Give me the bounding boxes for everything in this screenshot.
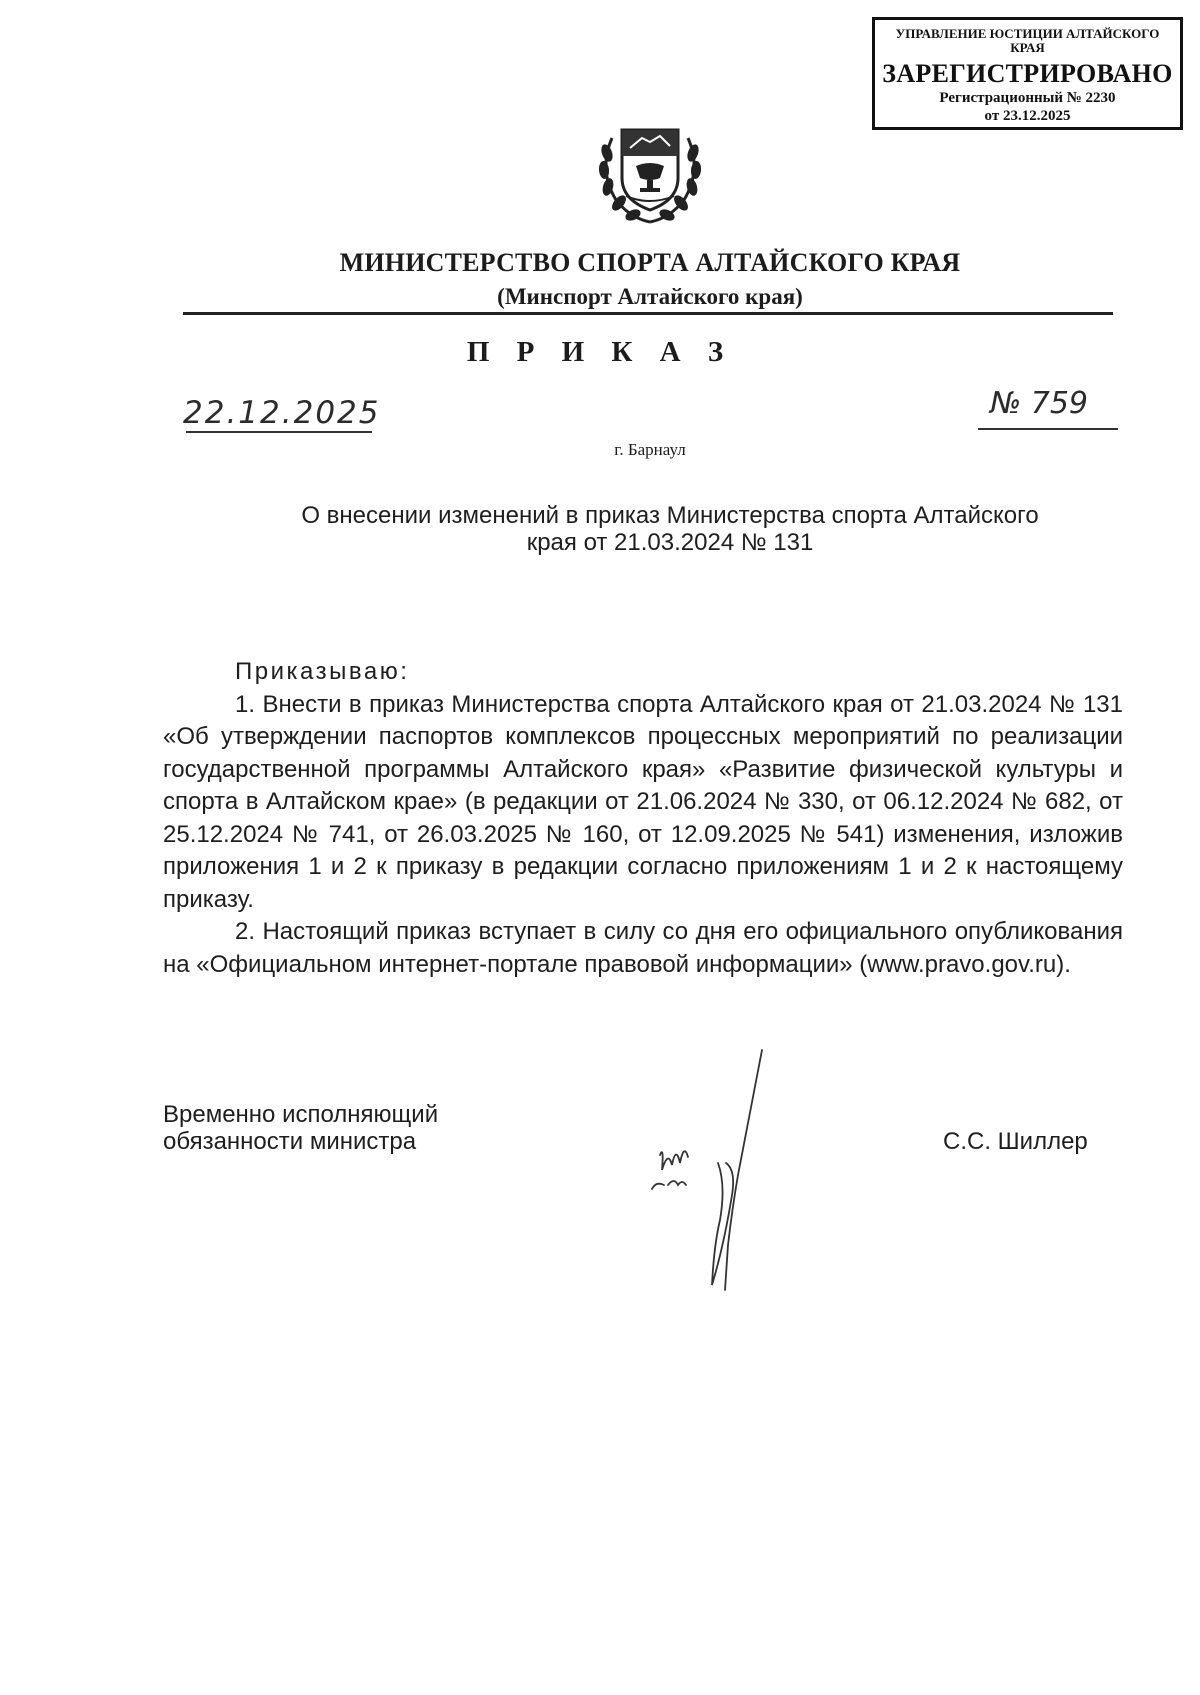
stamp-reg-number: Регистрационный № 2230 [939,90,1116,106]
stamp-status: ЗАРЕГИСТРИРОВАНО [882,59,1173,88]
signer-name: С.С. Шиллер [943,1128,1088,1155]
handwritten-signature [640,1045,790,1295]
order-lead: Приказываю: [235,658,410,685]
order-paragraph-1: 1. Внести в приказ Министерства спорта Алтайского края от 21.03.2024 № 131 «Об утверждении паспортов комплексов процессных мероприятий по реализации государственной программы Алтайского края» «Развитие физической культуры и спорта в Алтайском крае» (в редакции от 21.06.2024 № 330, от 06.12.2024 № 682, от 25.12.2024 № 741, от 26.03.2025 № 160, от 12.09.2025 № 541) изменения, изложив приложения 1 и 2 к приказу в редакции согласно приложениям 1 и 2 к настоящему приказу. [163,690,1123,913]
number-underline [978,428,1118,430]
stamp-reg-date: от 23.12.2025 [984,108,1071,124]
signer-position: Временно исполняющий обязанности министра [163,1101,439,1155]
order-subject: О внесении изменений в приказ Министерства спорта Алтайского края от 21.03.2024 № 131 [301,502,1039,556]
ministry-short-name: (Минспорт Алтайского края) [497,284,803,309]
registration-stamp [872,17,1183,130]
order-paragraph-2: 2. Настоящий приказ вступает в силу со дня его официального опубликования на «Официальном интернет-портале правовой информации» (www.pravo.gov.ru). [163,918,1123,978]
order-number-handwritten: № 759 [990,386,1088,421]
coat-of-arms-icon [590,108,710,228]
ministry-name: МИНИСТЕРСТВО СПОРТА АЛТАЙСКОГО КРАЯ [339,248,961,277]
order-body [163,656,1123,981]
order-city: г. Барнаул [614,440,686,459]
stamp-authority: УПРАВЛЕНИЕ ЮСТИЦИИ АЛТАЙСКОГО КРАЯ [895,26,1160,55]
date-underline [186,431,372,433]
order-date-handwritten: 22.12.2025 [183,395,381,431]
header-divider [183,312,1113,315]
document-type-title: П Р И К А З [466,336,734,368]
